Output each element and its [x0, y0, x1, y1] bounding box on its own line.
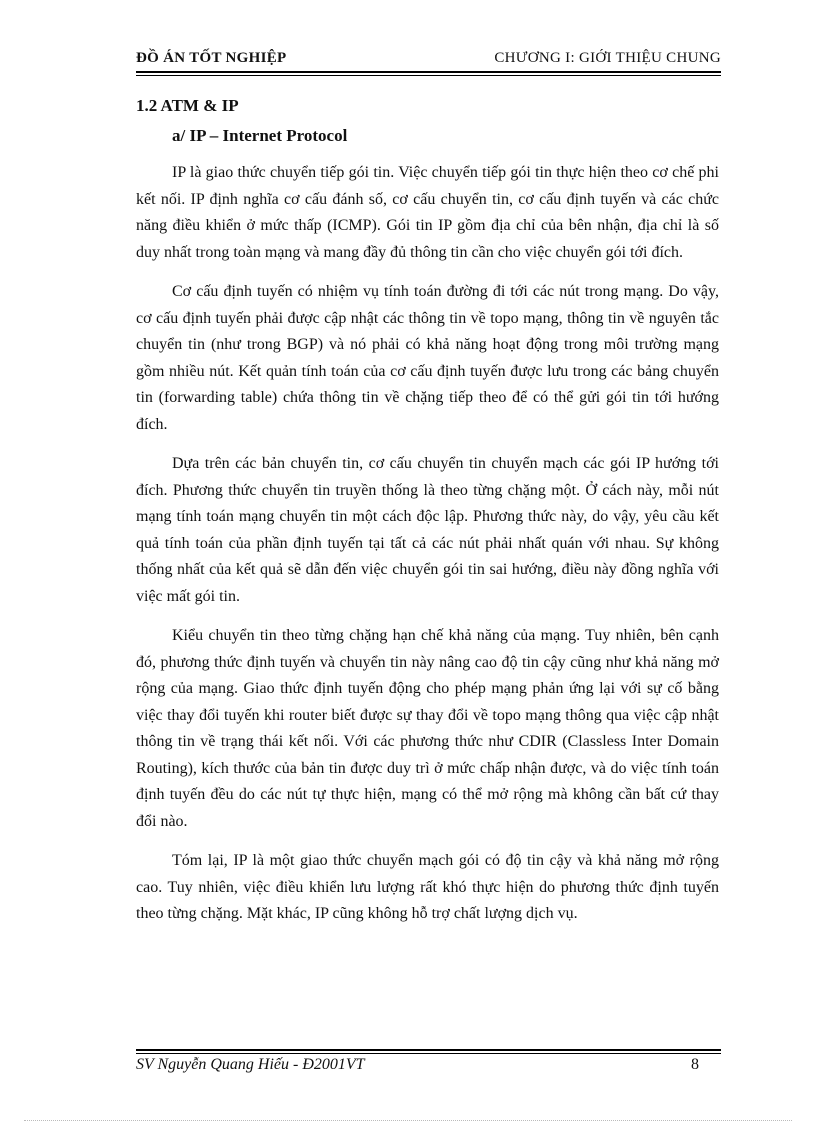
paragraph: Tóm lại, IP là một giao thức chuyển mạch gói có độ tin cậy và khả năng mở rộng cao. Tuy nhiên, việc điều khiển lưu lượng rất khó thực hiện do phương thức định tuyến theo từng chặng. Mặt khác, IP cũng không hỗ trợ chất lượng dịch vụ.	[136, 852, 719, 922]
header-rule-thick	[136, 71, 721, 73]
footer-rule-thick	[136, 1049, 721, 1051]
paragraph: IP là giao thức chuyển tiếp gói tin. Việc chuyển tiếp gói tin thực hiện theo cơ chế phi kết nối. IP định nghĩa cơ cấu đánh số, cơ cấu chuyển tin, cơ cấu định tuyến và các chức năng điều khiển ở mức thấp (ICMP). Gói tin IP gồm địa chỉ của bên nhận, địa chỉ là số duy nhất trong toàn mạng và mang đầy đủ thông tin cần cho việc chuyển gói tới đích.	[136, 164, 719, 261]
footer-author: SV Nguyễn Quang Hiếu - Đ2001VT	[136, 1056, 365, 1073]
footer-rule-thin	[136, 1053, 721, 1054]
paragraph: Dựa trên các bản chuyển tin, cơ cấu chuyển tin chuyển mạch các gói IP hướng tới đích. Phương thức chuyển tin truyền thống là theo từng chặng một. Ở cách này, mỗi nút mạng tính toán mạng chuyển tin một cách độc lập. Phương thức này, do vậy, yêu cầu kết quả tính toán của phần định tuyến tại tất cả các nút phải nhất quán với nhau. Sự không thống nhất của kết quả sẽ dẫn đến việc chuyển gói tin sai hướng, điều này đồng nghĩa với việc mất gói tin.	[136, 455, 719, 605]
page-header	[136, 48, 721, 72]
page-number: 8	[691, 1056, 699, 1073]
subsection-title: a/ IP – Internet Protocol	[172, 126, 348, 145]
page-bottom-dotted-line	[24, 1120, 792, 1121]
paragraph: Kiểu chuyển tin theo từng chặng hạn chế khả năng của mạng. Tuy nhiên, bên cạnh đó, phương thức định tuyến và chuyển tin này nâng cao độ tin cậy cũng như khả năng mở rộng của mạng. Giao thức định tuyến động cho phép mạng phản ứng lại với sự cố bằng việc thay đổi tuyến khi router biết được sự thay đổi về topo mạng thông qua việc cập nhật thông tin về trạng thái kết nối. Với các phương thức như CDIR (Classless Inter Domain Routing), kích thước của bản tin được duy trì ở mức chấp nhận được, và do việc tính toán định tuyến đều do các nút tự thực hiện, mạng có thể mở rộng mà không cần bất cứ thay đổi nào.	[136, 627, 719, 830]
header-rule-thin	[136, 75, 721, 76]
header-chapter-right: CHƯƠNG I: GIỚI THIỆU CHUNG	[494, 50, 721, 66]
header-title-left: ĐỒ ÁN TỐT NGHIỆP	[136, 50, 287, 66]
paragraph: Cơ cấu định tuyến có nhiệm vụ tính toán đường đi tới các nút trong mạng. Do vậy, cơ cấu định tuyến phải được cập nhật các thông tin về topo mạng, thông tin về nguyên tắc chuyển tin (như trong BGP) và nó phải có khả năng hoạt động trong môi trường mạng gồm nhiều nút. Kết quản tính toán của cơ cấu định tuyến được lưu trong các bảng chuyển tin (forwarding table) chứa thông tin về chặng tiếp theo để có thể gửi gói tin tới hướng đích.	[136, 283, 719, 433]
section-title: 1.2 ATM & IP	[136, 96, 239, 115]
body-text	[136, 160, 719, 941]
